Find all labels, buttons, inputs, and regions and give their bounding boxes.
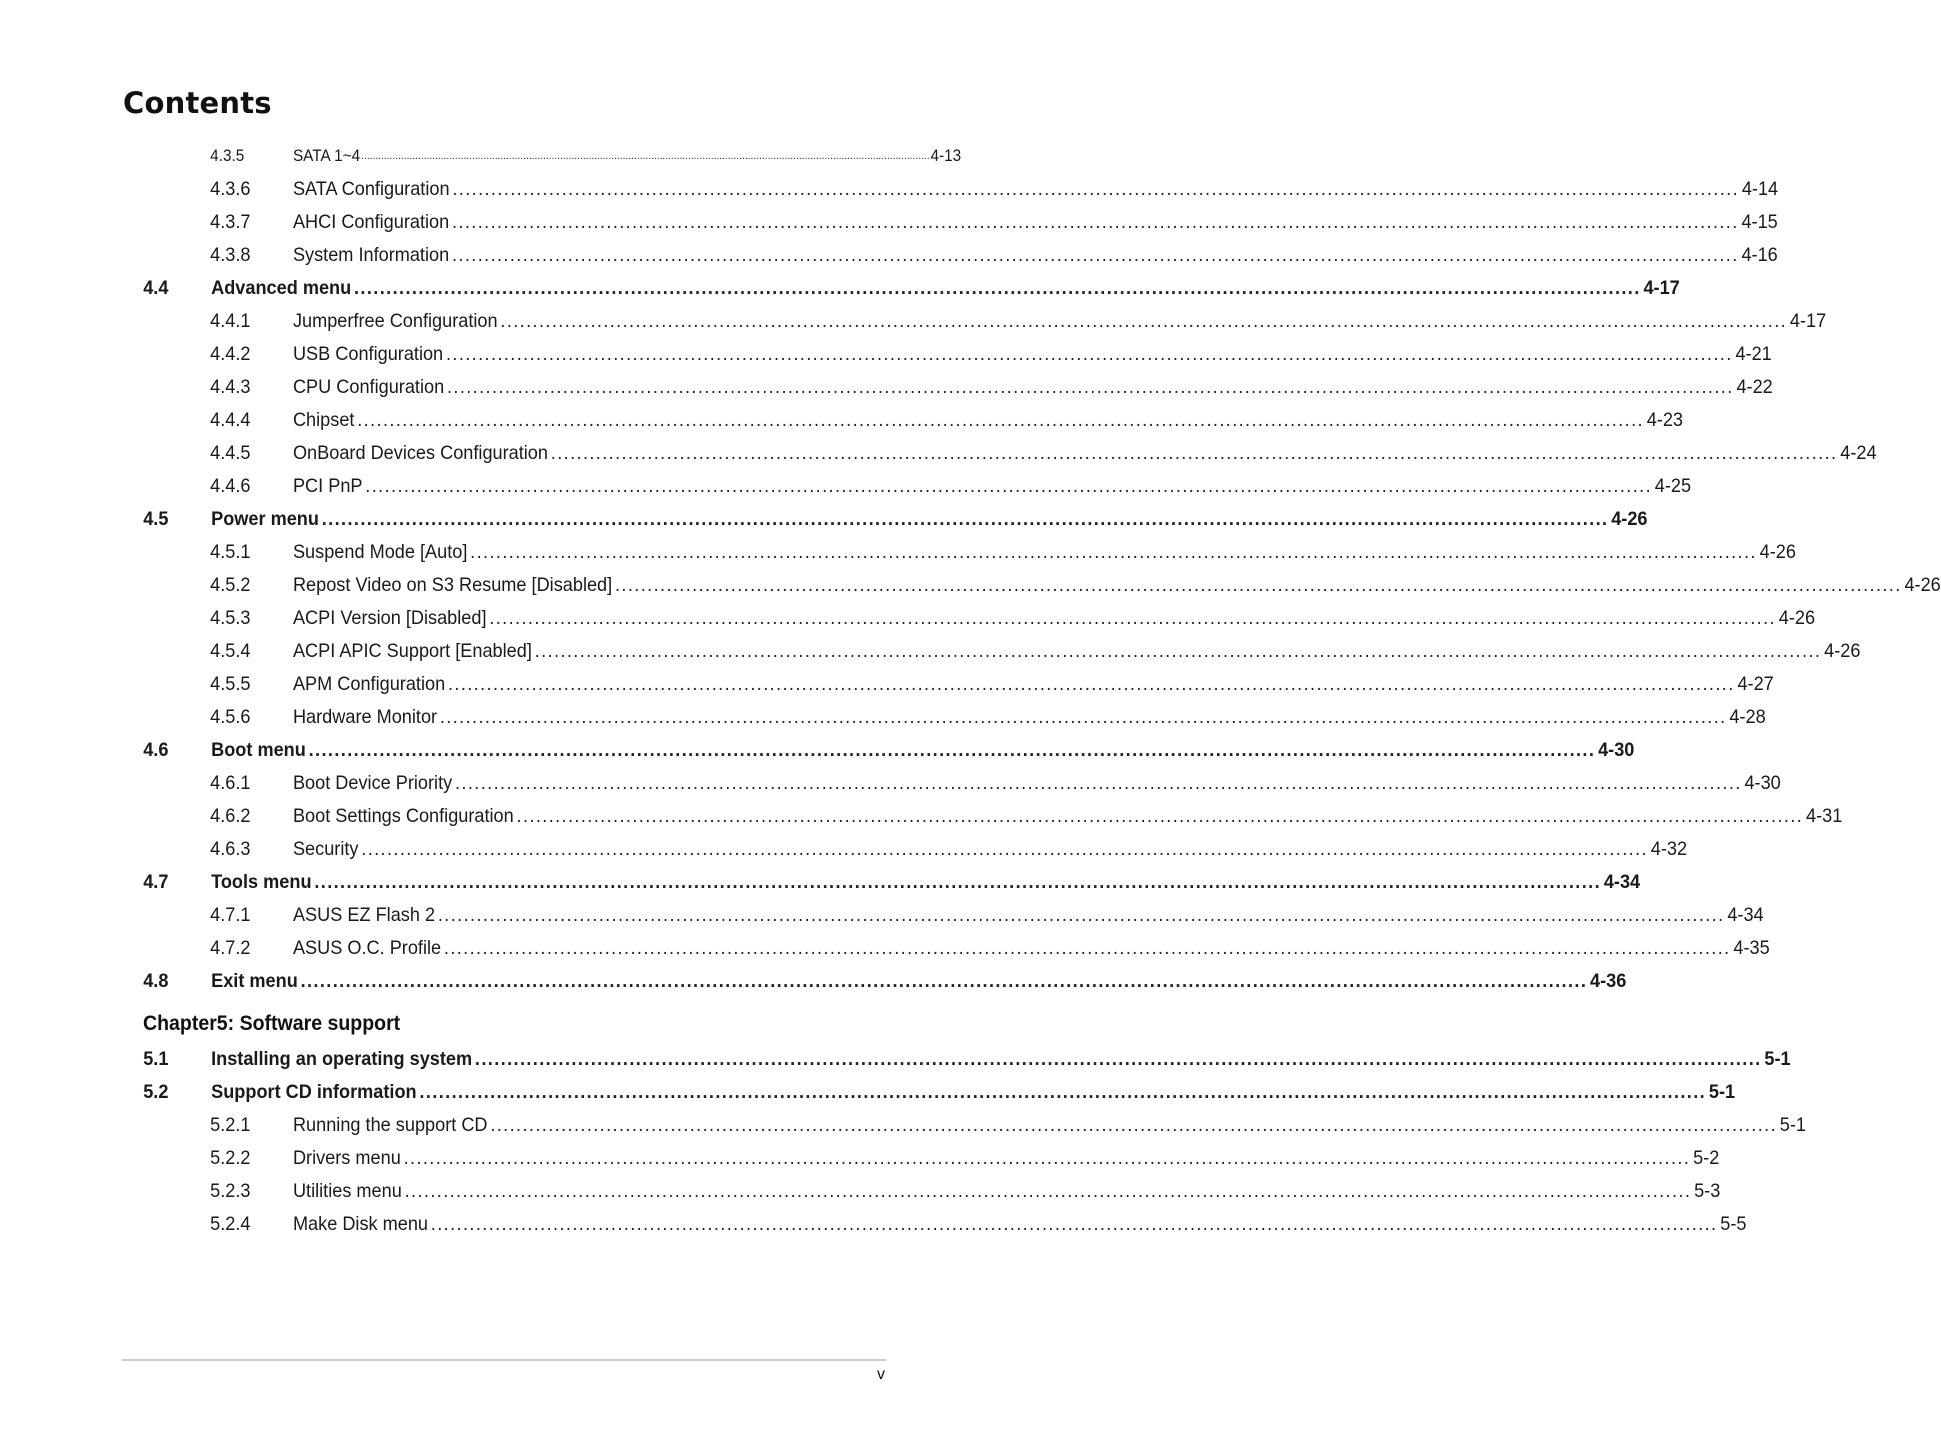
table-of-contents-chapter5	[0, 1043, 1807, 1241]
toc-entry-title: Boot Settings Configuration	[292, 805, 514, 827]
toc-entry-title: ASUS O.C. Profile	[292, 937, 442, 959]
toc-entry-number: 4.5	[143, 508, 169, 530]
toc-entry-page: 4-31	[1806, 805, 1843, 827]
toc-subsection-entry	[0, 437, 1877, 470]
toc-entry-title: AHCI Configuration	[292, 211, 450, 233]
toc-entry-title: Jumperfree Configuration	[292, 310, 498, 332]
toc-entry-page: 4-34	[1727, 904, 1764, 926]
toc-entry-title: ASUS EZ Flash 2	[292, 904, 436, 926]
toc-subsection-entry	[0, 800, 1843, 833]
toc-section-entry	[0, 1076, 1736, 1109]
dot-leader: ........................................................................................................................................................................................................	[430, 1213, 1718, 1235]
toc-entry-page: 5-1	[1779, 1114, 1807, 1136]
toc-entry-number: 4.5.4	[210, 640, 251, 662]
dot-leader: ........................................................................................................................................................................................................	[500, 310, 1788, 332]
toc-entry-title: Support CD information	[211, 1081, 417, 1103]
toc-entry-title: Make Disk menu	[292, 1213, 429, 1235]
toc-entry-title: USB Configuration	[292, 343, 444, 365]
toc-entry-page: 4-15	[1741, 211, 1778, 233]
dot-leader: ........................................................................................................................................................................................................	[451, 211, 1739, 233]
toc-entry-number: 5.2.2	[210, 1147, 251, 1169]
toc-subsection-entry	[0, 470, 1692, 503]
dot-leader: ........................................................................................................................................................................................................	[357, 409, 1644, 431]
toc-entry-page: 4-25	[1654, 475, 1692, 497]
toc-entry-page: 5-3	[1694, 1180, 1721, 1202]
toc-entry-page: 4-17	[1643, 277, 1680, 299]
toc-entry-page: 4-16	[1741, 244, 1778, 266]
toc-entry-number: 4.5.2	[210, 574, 251, 596]
dot-leader: ........................................................................................................................................................................................................	[614, 574, 1902, 596]
toc-entry-title: ACPI APIC Support [Enabled]	[292, 640, 532, 662]
dot-leader: ........................................................................................................................................................................................................	[516, 805, 1804, 827]
toc-entry-page: 4-30	[1744, 772, 1781, 794]
toc-entry-page: 4-28	[1729, 706, 1766, 728]
toc-subsection-entry	[0, 1175, 1721, 1208]
toc-entry-title: SATA 1~4	[292, 147, 361, 165]
toc-entry-number: 4.5.1	[210, 541, 251, 563]
toc-entry-title: Power menu	[211, 508, 319, 530]
toc-subsection-entry	[0, 404, 1684, 437]
toc-entry-number: 4.4.2	[210, 343, 251, 365]
toc-entry-page: 4-34	[1603, 871, 1641, 893]
toc-entry-number: 4.8	[143, 970, 169, 992]
toc-entry-page: 4-14	[1741, 178, 1779, 200]
dot-leader: ........................................................................................................................................................................................................	[447, 673, 1735, 695]
dot-leader: ........................................................................................................................................................................................................	[403, 1147, 1691, 1169]
toc-subsection-entry	[0, 767, 1781, 800]
dot-leader: ........................................................................................................................................................................................................	[321, 508, 1609, 530]
toc-entry-page: 5-1	[1708, 1081, 1736, 1103]
toc-entry-number: 4.4.4	[210, 409, 251, 431]
dot-leader: ........................................................................................................................................................................................................	[489, 607, 1776, 629]
toc-subsection-entry	[0, 1109, 1807, 1142]
dot-leader: ........................................................................................................................................................................................................	[452, 178, 1740, 200]
toc-entry-page: 4-26	[1824, 640, 1861, 662]
dot-leader: ........................................................................................................................................................................................................	[353, 277, 1641, 299]
dot-leader: ........................................................................................................................................................................................................	[308, 739, 1596, 761]
toc-entry-number: 4.6.2	[210, 805, 251, 827]
toc-entry-title: PCI PnP	[292, 475, 363, 497]
toc-entry-title: Repost Video on S3 Resume [Disabled]	[292, 574, 613, 596]
toc-entry-page: 4-30	[1598, 739, 1635, 761]
dot-leader: ........................................................................................................................................................................................................	[550, 442, 1838, 464]
toc-entry-title: Boot menu	[211, 739, 306, 761]
toc-entry-title: Tools menu	[211, 871, 312, 893]
toc-entry-number: 4.3.8	[210, 244, 251, 266]
toc-subsection-entry	[0, 899, 1764, 932]
toc-subsection-entry	[0, 338, 1772, 371]
toc-entry-title: Advanced menu	[211, 277, 352, 299]
dot-leader: ........................................................................................................................................................................................................	[446, 376, 1734, 398]
dot-leader: ........................................................................................................................................................................................................	[361, 150, 930, 162]
toc-subsection-entry	[0, 1142, 1720, 1175]
toc-entry-title: Installing an operating system	[211, 1048, 473, 1070]
toc-entry-number: 4.6	[143, 739, 169, 761]
toc-subsection-entry	[0, 602, 1816, 635]
toc-entry-number: 5.1	[143, 1048, 169, 1070]
toc-entry-title: OnBoard Devices Configuration	[292, 442, 548, 464]
toc-entry-title: Hardware Monitor	[292, 706, 438, 728]
page-title: Contents	[123, 86, 272, 120]
toc-section-entry	[0, 965, 1627, 998]
toc-section-entry	[0, 1043, 1791, 1076]
toc-entry-number: 4.3.6	[210, 178, 251, 200]
toc-section-entry	[0, 272, 1680, 305]
toc-subsection-entry	[0, 173, 1779, 206]
toc-entry-page: 4-36	[1590, 970, 1627, 992]
dot-leader: ........................................................................................................................................................................................................	[443, 937, 1731, 959]
toc-entry-page: 4-26	[1904, 574, 1941, 596]
dot-leader: ........................................................................................................................................................................................................	[454, 772, 1742, 794]
toc-entry-page: 4-13	[930, 147, 962, 165]
toc-entry-number: 5.2.1	[210, 1114, 251, 1136]
toc-entry-number: 5.2.3	[210, 1180, 251, 1202]
dot-leader: ........................................................................................................................................................................................................	[474, 1048, 1762, 1070]
toc-subsection-entry	[0, 536, 1796, 569]
toc-section-entry	[0, 503, 1648, 536]
toc-entry-title: ACPI Version [Disabled]	[292, 607, 487, 629]
dot-leader: ........................................................................................................................................................................................................	[445, 343, 1733, 365]
dot-leader: ........................................................................................................................................................................................................	[314, 871, 1602, 893]
dot-leader: ........................................................................................................................................................................................................	[300, 970, 1588, 992]
toc-subsection-entry	[0, 305, 1827, 338]
toc-subsection-entry	[0, 1208, 1747, 1241]
toc-entry-title: Utilities menu	[292, 1180, 402, 1202]
page-number: v	[877, 1366, 885, 1383]
toc-entry-number: 4.5.5	[210, 673, 251, 695]
toc-entry-title: Security	[292, 838, 359, 860]
toc-entry-page: 4-24	[1840, 442, 1877, 464]
toc-entry-number: 4.6.1	[210, 772, 251, 794]
dot-leader: ........................................................................................................................................................................................................	[437, 904, 1725, 926]
toc-entry-page: 4-22	[1736, 376, 1773, 398]
dot-leader: ........................................................................................................................................................................................................	[439, 706, 1727, 728]
toc-entry-number: 4.5.6	[210, 706, 251, 728]
toc-entry-page: 4-26	[1611, 508, 1648, 530]
toc-subsection-entry	[0, 239, 1778, 272]
toc-entry-title: Exit menu	[211, 970, 298, 992]
toc-section-entry	[0, 734, 1635, 767]
toc-entry-title: Suspend Mode [Auto]	[292, 541, 468, 563]
toc-entry-number: 4.7	[143, 871, 169, 893]
toc-entry-number: 5.2.4	[210, 1213, 251, 1235]
toc-subsection-entry	[0, 140, 962, 173]
toc-section-entry	[0, 866, 1641, 899]
dot-leader: ........................................................................................................................................................................................................	[534, 640, 1822, 662]
toc-entry-number: 4.5.3	[210, 607, 251, 629]
toc-entry-number: 4.4.1	[210, 310, 251, 332]
toc-entry-page: 4-35	[1733, 937, 1770, 959]
toc-subsection-entry	[0, 932, 1770, 965]
footer-divider	[122, 1359, 886, 1361]
toc-entry-title: Boot Device Priority	[292, 772, 453, 794]
dot-leader: ........................................................................................................................................................................................................	[451, 244, 1739, 266]
toc-subsection-entry	[0, 206, 1778, 239]
toc-entry-title: APM Configuration	[292, 673, 446, 695]
chapter-heading: Chapter5: Software support	[143, 1012, 401, 1035]
toc-subsection-entry	[0, 635, 1861, 668]
toc-entry-page: 4-32	[1650, 838, 1688, 860]
toc-entry-number: 4.4	[143, 277, 169, 299]
dot-leader: ........................................................................................................................................................................................................	[470, 541, 1757, 563]
dot-leader: ........................................................................................................................................................................................................	[361, 838, 1648, 860]
toc-entry-page: 5-1	[1764, 1048, 1791, 1070]
toc-entry-page: 4-27	[1737, 673, 1774, 695]
toc-entry-page: 4-26	[1778, 607, 1816, 629]
dot-leader: ........................................................................................................................................................................................................	[419, 1081, 1707, 1103]
toc-subsection-entry	[0, 701, 1766, 734]
dot-leader: ........................................................................................................................................................................................................	[490, 1114, 1778, 1136]
toc-entry-page: 5-2	[1693, 1147, 1720, 1169]
toc-entry-title: SATA Configuration	[292, 178, 450, 200]
toc-entry-number: 5.2	[143, 1081, 169, 1103]
toc-entry-title: System Information	[292, 244, 450, 266]
toc-subsection-entry	[0, 371, 1773, 404]
toc-entry-title: CPU Configuration	[292, 376, 445, 398]
toc-entry-number: 4.3.5	[210, 147, 245, 165]
toc-subsection-entry	[0, 833, 1688, 866]
toc-entry-number: 4.4.5	[210, 442, 251, 464]
toc-entry-number: 4.7.1	[210, 904, 251, 926]
toc-entry-page: 4-23	[1646, 409, 1684, 431]
toc-entry-page: 4-26	[1759, 541, 1796, 563]
toc-entry-number: 4.4.6	[210, 475, 251, 497]
toc-entry-title: Drivers menu	[292, 1147, 401, 1169]
toc-entry-title: Running the support CD	[292, 1114, 488, 1136]
toc-subsection-entry	[0, 569, 1941, 602]
table-of-contents	[0, 140, 1941, 998]
toc-entry-page: 4-21	[1735, 343, 1772, 365]
toc-subsection-entry	[0, 668, 1774, 701]
dot-leader: ........................................................................................................................................................................................................	[404, 1180, 1692, 1202]
toc-entry-number: 4.7.2	[210, 937, 251, 959]
toc-entry-number: 4.3.7	[210, 211, 251, 233]
toc-entry-number: 4.6.3	[210, 838, 251, 860]
toc-entry-title: Chipset	[292, 409, 355, 431]
toc-entry-page: 5-5	[1720, 1213, 1747, 1235]
dot-leader: ........................................................................................................................................................................................................	[365, 475, 1652, 497]
toc-entry-page: 4-17	[1789, 310, 1827, 332]
toc-entry-number: 4.4.3	[210, 376, 251, 398]
